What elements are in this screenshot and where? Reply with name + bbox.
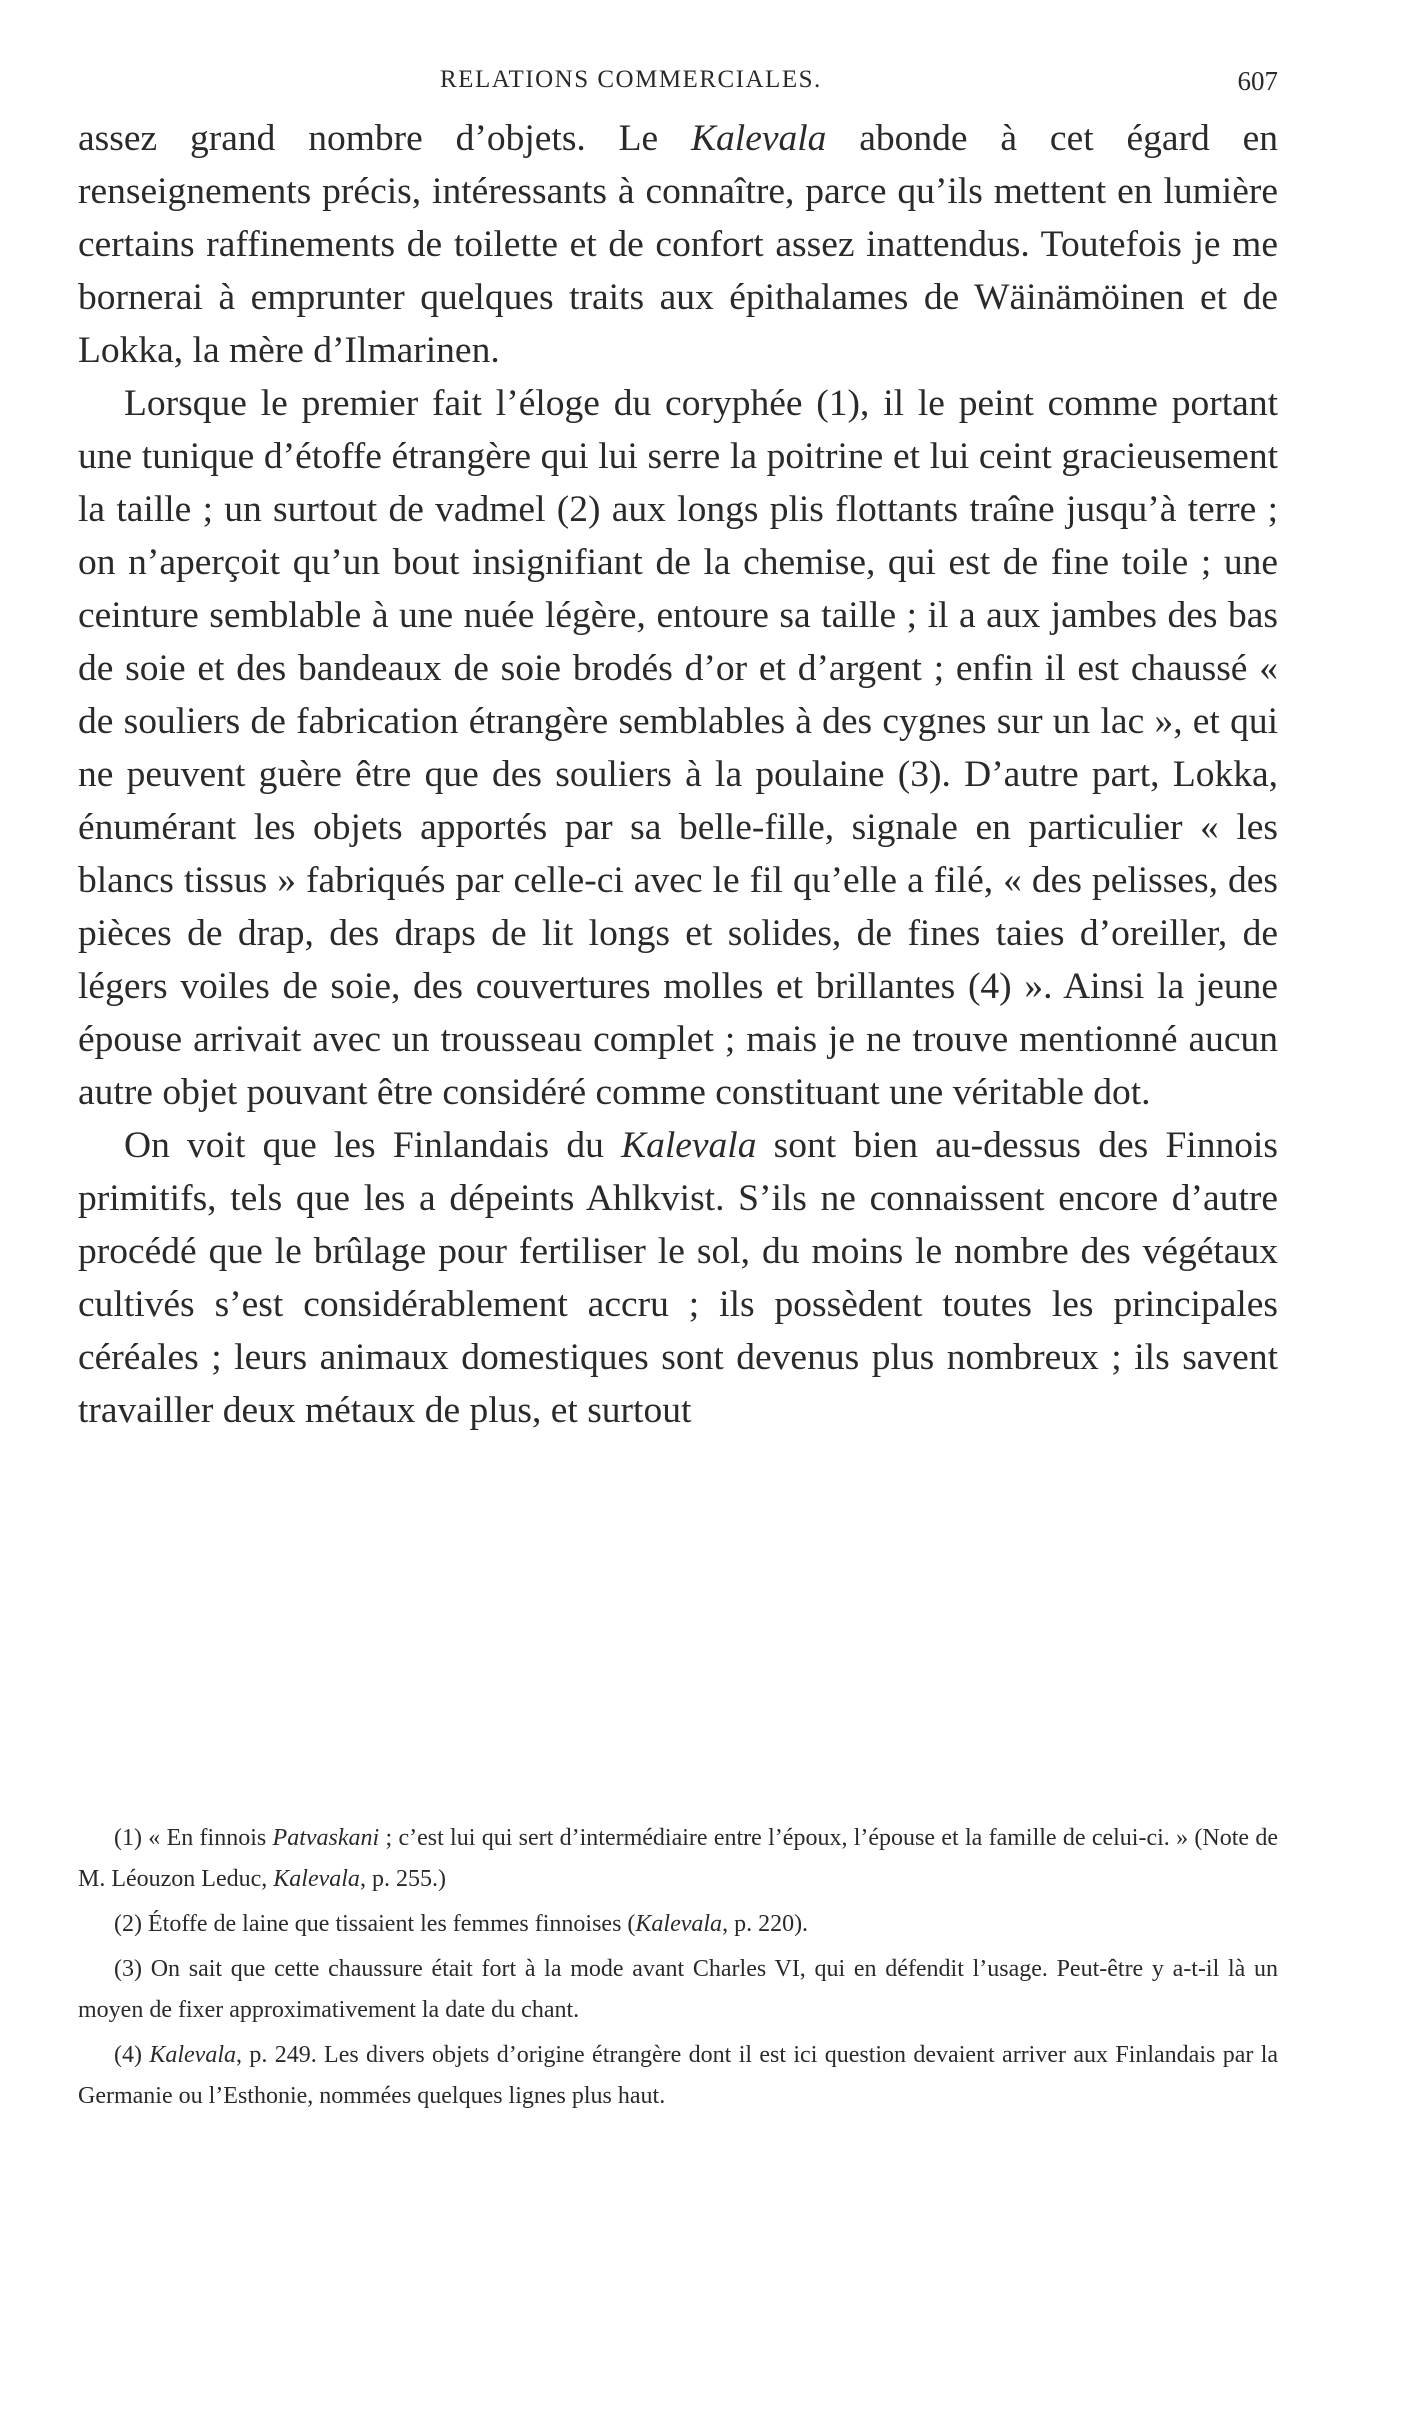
paragraph-3-part-a: On voit que les Finlandais du — [124, 1125, 622, 1166]
footnote-2-kalevala: Kalevala — [635, 1911, 723, 1937]
footnote-2-part-a: (2) Étoffe de laine que tissaient les femmes finnoises ( — [114, 1911, 636, 1937]
footnote-2 — [78, 1904, 1278, 1945]
footnote-1-part-c: ; c’est lui qui sert d’intermédiaire entre l’époux, l’épouse et la famille de celui-ci. » (Note de M. Léouzon Leduc, — [78, 1825, 1278, 1892]
footnote-4-kalevala: Kalevala — [149, 2042, 236, 2068]
footnote-4-part-c: , p. 249. Les divers objets d’origine étrangère dont il est ici question devaient arriver aux Finlandais par la Germanie ou l’Esthonie, nommées quelques lignes plus haut. — [78, 2042, 1279, 2109]
running-head — [78, 66, 1278, 106]
footnote-4-part-a: (4) — [114, 2042, 150, 2068]
footnote-1-kalevala: Kalevala — [273, 1866, 360, 1892]
footnote-1-patvaskani: Patvaskani — [272, 1825, 380, 1851]
footnotes — [78, 1818, 1278, 2121]
footnote-1-part-e: , p. 255.) — [359, 1866, 446, 1892]
paragraph-1-kalevala: Kalevala — [691, 118, 827, 159]
page-number: 607 — [1237, 66, 1278, 96]
paragraph-1-part-c: abonde à cet égard en renseignements précis, intéressants à connaître, parce qu’ils mettent en lumière certains raffinements de toilette et de confort assez inattendus. Toutefois je me bornerai à emprunter quelques traits aux épithalames de Wäinämöinen et de Lokka, la mère d’Ilmarinen. — [78, 118, 1278, 371]
paragraph-3-part-c: sont bien au-dessus des Finnois primitifs, tels que les a dépeints Ahlkvist. S’ils ne connaissent encore d’autre procédé que le brûlage pour fertiliser le sol, du moins le nombre des végétaux cultivés s’est considérablement accru ; ils possèdent toutes les principales céréales ; leurs animaux domestiques sont devenus plus nombreux ; ils savent travailler deux métaux de plus, et surtout — [78, 1125, 1278, 1431]
body-text — [78, 112, 1278, 1437]
footnote-2-part-c: , p. 220). — [722, 1911, 809, 1937]
paragraph-3-kalevala: Kalevala — [621, 1125, 757, 1166]
footnote-1-part-a: (1) « En finnois — [114, 1825, 273, 1851]
footnote-3: (3) On sait que cette chaussure était fort à la mode avant Charles VI, qui en défendit l’usage. Peut-être y a-t-il là un moyen de fixer approximativement la date du chant. — [78, 1956, 1278, 2023]
footnote-1 — [78, 1818, 1278, 1900]
running-title: RELATIONS COMMERCIALES. — [440, 66, 822, 93]
paragraph-2: Lorsque le premier fait l’éloge du coryphée (1), il le peint comme portant une tunique d’étoffe étrangère qui lui serre la poitrine et lui ceint gracieusement la taille ; un surtout de vadmel (2) aux longs plis flottants traîne jusqu’à terre ; on n’aperçoit qu’un bout insignifiant de la chemise, qui est de fine toile ; une ceinture semblable à une nuée légère, entoure sa taille ; il a aux jambes des bas de soie et des bandeaux de soie brodés d’or et d’argent ; enfin il est chaussé « de souliers de fabrication étrangère semblables à des cygnes sur un lac », et qui ne peuvent guère être que des souliers à la poulaine (3). D’autre part, Lokka, énumérant les objets apportés par sa belle-fille, signale en particulier « les blancs tissus » fabriqués par celle-ci avec le fil qu’elle a filé, « des pelisses, des pièces de drap, des draps de lit longs et solides, de fines taies d’oreiller, de légers voiles de soie, des couvertures molles et brillantes (4) ». Ainsi la jeune épouse arrivait avec un trousseau complet ; mais je ne trouve mentionné aucun autre objet pouvant être considéré comme constituant une véritable dot. — [78, 383, 1278, 1113]
paragraph-3 — [78, 1119, 1278, 1437]
footnote-4 — [78, 2035, 1278, 2117]
paragraph-1-part-a: assez grand nombre d’objets. Le — [78, 118, 692, 159]
paragraph-1 — [78, 112, 1278, 377]
